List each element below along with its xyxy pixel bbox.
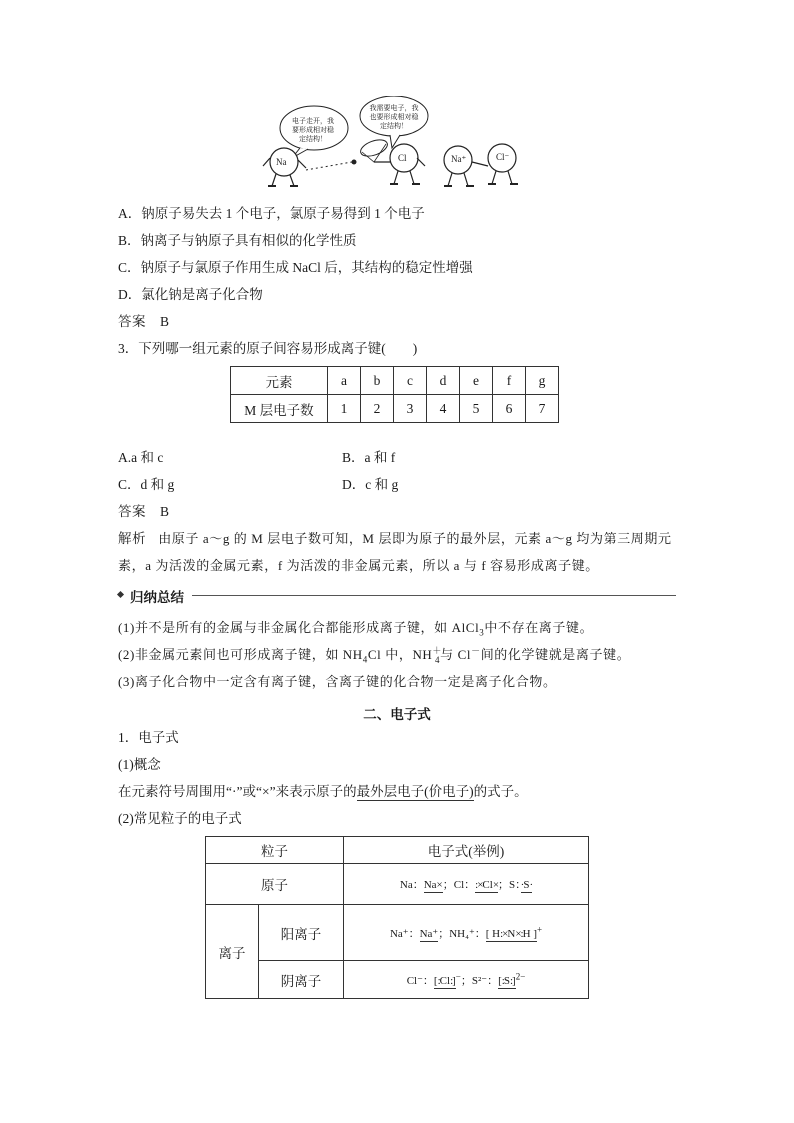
table-cell: b <box>361 367 394 395</box>
cl-ion-label: Cl⁻ <box>496 152 510 162</box>
concept-title: (1)概念 <box>118 757 161 772</box>
electron-dots-icon: : <box>501 974 504 987</box>
summary-header <box>118 588 678 604</box>
common-title: (2)常见粒子的电子式 <box>118 811 242 826</box>
row-label-cation: 阳离子 <box>259 905 344 961</box>
electron-dots-icon: · <box>520 879 524 891</box>
table-row <box>231 367 559 395</box>
summary-note-2-text-mid: Cl 中，NH <box>367 647 433 662</box>
formula-symbol: H <box>492 927 501 940</box>
electron-dots-icon: : <box>509 974 513 987</box>
table-cell: a <box>328 367 361 395</box>
q2-answer-label: 答案 <box>118 314 146 329</box>
superscript: ＋ <box>432 645 443 656</box>
row-label-anion: 阴离子 <box>259 961 344 999</box>
superscript: － <box>471 645 481 656</box>
table-cell: 4 <box>427 395 460 423</box>
formula-symbol-n: N <box>507 927 516 940</box>
table-cell: 7 <box>526 395 559 423</box>
electron-dots-icon: : <box>437 974 440 987</box>
table-header-particle: 粒子 <box>206 837 344 864</box>
q3-stem: 3．下列哪一组元素的原子间容易形成离子键( ) <box>118 341 418 356</box>
q3-analysis <box>118 529 672 549</box>
summary-note-2-text-cl: 与 Cl <box>440 647 472 662</box>
q3-answer-label: 答案 <box>118 504 146 519</box>
electron-dots-icon: · <box>529 879 533 891</box>
table-cell: d <box>427 367 460 395</box>
anion-formula <box>406 970 526 987</box>
summary-divider <box>192 595 676 596</box>
formula-symbol: H <box>522 927 531 940</box>
summary-note-1-text-end: 中不存在离子键。 <box>484 620 594 635</box>
subscript: 3 <box>479 627 485 638</box>
q3-option-a: A.a 和 c <box>118 450 164 465</box>
na-ion-figure <box>444 146 488 186</box>
formula-text: ；S： <box>498 879 521 891</box>
subsection-title: 1．电子式 <box>118 730 179 745</box>
q3-answer <box>118 502 170 522</box>
table-row <box>206 864 589 905</box>
cl-ion-figure <box>488 144 518 184</box>
analysis-label: 解析 <box>118 531 147 546</box>
charge-superscript: − <box>455 970 461 981</box>
summary-bullet-icon <box>117 591 124 598</box>
subscript: 4 <box>362 654 368 665</box>
summary-title: 归纳总结 <box>130 590 184 605</box>
section-heading: 二、电子式 <box>363 707 431 722</box>
table-cell: 2 <box>361 395 394 423</box>
formula-underlined: Na⁺ <box>419 927 439 940</box>
cl-atom-figure <box>390 144 425 184</box>
row-label-ion: 离子 <box>206 905 259 999</box>
anion-formula-cell <box>344 961 589 999</box>
formula-underlined: Na× <box>423 879 443 891</box>
summary-note-2-text-end: 间的化学键就是离子键。 <box>480 647 631 662</box>
table-row <box>206 961 589 999</box>
table-header-m-shell: M 层电子数 <box>231 395 328 423</box>
concept-text-start: 在元素符号周围用“·”或“×”来表示原子的 <box>118 784 357 799</box>
q2-option-d: D．氯化钠是离子化合物 <box>118 287 263 302</box>
q2-option-c: C．钠原子与氯原子作用生成 NaCl 后，其结构的稳定性增强 <box>118 260 473 275</box>
cation-formula <box>389 923 543 940</box>
summary-note-3: (3)离子化合物中一定含有离子键，含离子键的化合物一定是离子化合物。 <box>118 674 557 689</box>
electron-dots-icon: ×: <box>515 927 523 940</box>
formula-text: ；Cl： <box>442 879 476 891</box>
q3-answer-value: B <box>160 504 170 519</box>
na-atom-label: Na <box>276 157 287 167</box>
table-cell: e <box>460 367 493 395</box>
s-ion-formula: [:S:] <box>498 974 516 987</box>
electron-dots-icon: :× <box>500 927 508 940</box>
table-cell: g <box>526 367 559 395</box>
formula-symbol: S <box>523 879 530 891</box>
summary-note-2 <box>118 645 630 665</box>
subscript: 4 <box>435 654 441 665</box>
formula-text: ；NH₄⁺： <box>438 927 486 940</box>
q2-option-b: B．钠离子与钠原子具有相似的化学性质 <box>118 233 357 248</box>
table-cell: 3 <box>394 395 427 423</box>
q3-table <box>230 366 559 423</box>
table-cell: c <box>394 367 427 395</box>
q2-option-a: A．钠原子易失去 1 个电子，氯原子易得到 1 个电子 <box>118 206 425 221</box>
table-header-formula: 电子式(举例) <box>344 837 589 864</box>
q3-option-c: C．d 和 g <box>118 477 175 492</box>
na-ion-label: Na⁺ <box>451 154 467 164</box>
row-label-atom: 原子 <box>206 864 344 905</box>
table-cell: 1 <box>328 395 361 423</box>
electron-dots-icon: :× <box>475 879 483 891</box>
analysis-line-1: 由原子 a～g 的 M 层电子数可知，M 层即为原子的最外层，元素 a～g 均为第三周期元 <box>158 531 672 546</box>
nh4-formula: [ H:×N×:H ] <box>485 927 537 940</box>
concept-underlined: 最外层电子(价电子) <box>356 784 474 799</box>
concept-text-end: 的式子。 <box>473 784 528 799</box>
net-figure <box>358 137 394 162</box>
formula-text: Na⁺： <box>389 927 420 940</box>
summary-note-1-text: (1)并不是所有的金属与非金属化合都能形成离子键，如 AlCl <box>118 620 480 635</box>
electron-dots-icon: : <box>450 974 453 987</box>
q3-option-d: D．c 和 g <box>342 477 399 492</box>
cl-bubble-text: 我需要电子，我也要形成相对稳定结构！ <box>369 104 419 130</box>
na-bubble-text: 电子走开，我要形成相对稳定结构！ <box>292 117 334 143</box>
summary-note-2-text: (2)非金属元素间也可形成离子键，如 NH <box>118 647 363 662</box>
concept-text <box>118 782 528 802</box>
cl-ion-formula: [:Cl:] <box>433 974 456 987</box>
q3-analysis-line-2: 素，a 为活泼的金属元素，f 为活泼的非金属元素，所以 a 与 f 容易形成离子键。 <box>118 558 599 573</box>
cl-atom-label: Cl <box>398 153 407 163</box>
formula-text: Na： <box>399 879 424 891</box>
formula-text: ；S²⁻： <box>460 974 499 987</box>
table-cell: f <box>493 367 526 395</box>
s-atom-formula <box>521 879 532 893</box>
electron-dots-icon: × <box>492 879 499 891</box>
table-cell: 5 <box>460 395 493 423</box>
electron-formula-table <box>205 836 589 999</box>
table-row <box>206 837 589 864</box>
charge-superscript: + <box>536 923 543 934</box>
table-cell: 6 <box>493 395 526 423</box>
summary-note-1 <box>118 618 593 638</box>
table-row <box>231 395 559 423</box>
formula-symbol: Cl <box>482 879 493 891</box>
cation-formula-cell <box>344 905 589 961</box>
q2-answer-value: B <box>160 314 170 329</box>
table-row <box>206 905 589 961</box>
q2-answer <box>118 312 170 332</box>
cl-atom-formula <box>475 879 498 893</box>
charge-superscript: 2− <box>515 970 526 981</box>
formula-symbol: Cl <box>439 974 451 987</box>
atom-formula-cell <box>344 864 589 905</box>
formula-text: Cl⁻： <box>406 974 434 987</box>
atom-formula <box>400 879 532 893</box>
q3-option-b: B．a 和 f <box>342 450 396 465</box>
formula-symbol: S <box>503 974 510 987</box>
table-header-element: 元素 <box>231 367 328 395</box>
